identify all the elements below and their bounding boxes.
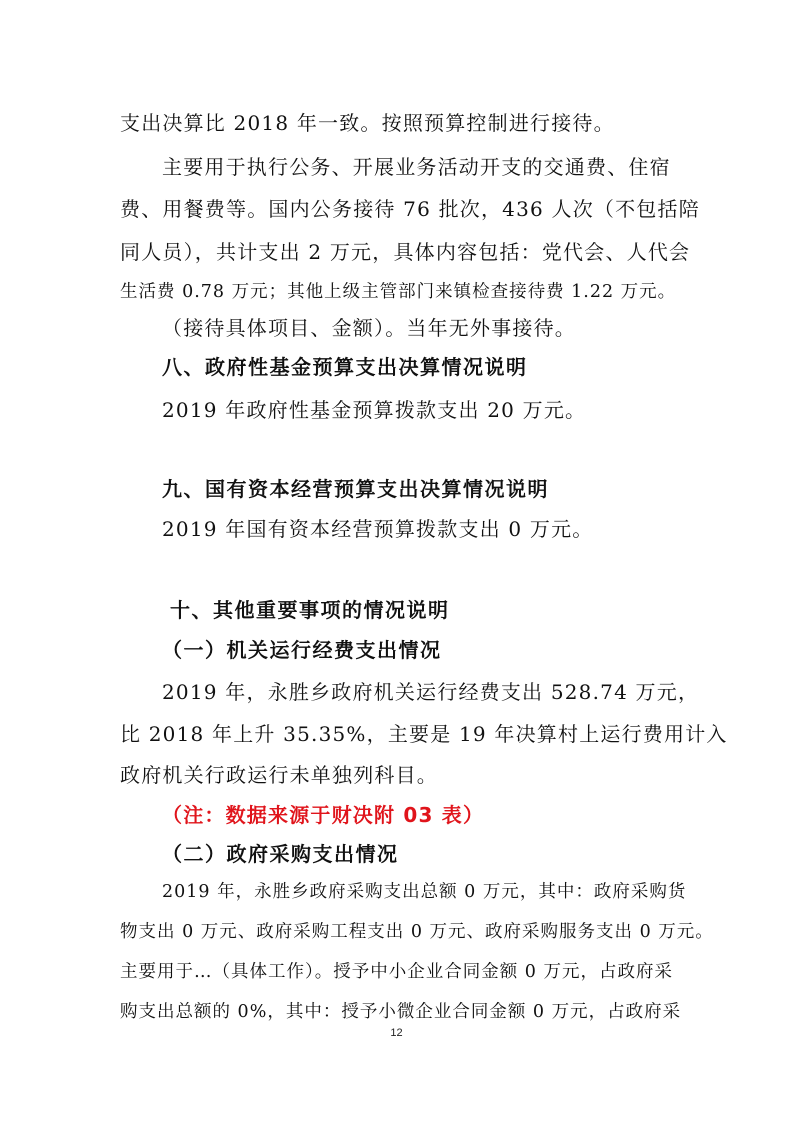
- paragraph-line: 政府机关行政运行未单独列科目。: [120, 763, 438, 787]
- data-source-note: （注：数据来源于财决附 03 表）: [162, 803, 485, 827]
- section-heading-10: 十、其他重要事项的情况说明: [170, 598, 450, 622]
- paragraph-line: 支出决算比 2018 年一致。按照预算控制进行接待。: [120, 111, 615, 135]
- paragraph-line: 比 2018 年上升 35.35%，主要是 19 年决算村上运行费用计入: [120, 722, 728, 746]
- paragraph-line: 主要用于执行公务、开展业务活动开支的交通费、住宿: [162, 155, 671, 179]
- subsection-heading-2: （二）政府采购支出情况: [162, 842, 399, 866]
- subsection-heading-1: （一）机关运行经费支出情况: [162, 638, 442, 662]
- paragraph-line: 费、用餐费等。国内公务接待 76 批次，436 人次（不包括陪: [120, 197, 700, 221]
- paragraph-line: 物支出 0 万元、政府采购工程支出 0 万元、政府采购服务支出 0 万元。: [120, 922, 714, 942]
- page-number: 12: [390, 1027, 403, 1039]
- paragraph-line: 2019 年政府性基金预算拨款支出 20 万元。: [162, 398, 587, 422]
- section-heading-9: 九、国有资本经营预算支出决算情况说明: [162, 477, 549, 501]
- paragraph-line: 同人员），共计支出 2 万元，具体内容包括：党代会、人代会: [120, 240, 691, 264]
- paragraph-line: 生活费 0.78 万元；其他上级主管部门来镇检查接待费 1.22 万元。: [120, 282, 677, 302]
- paragraph-line: 2019 年，永胜乡政府采购支出总额 0 万元，其中：政府采购货: [162, 882, 687, 902]
- section-heading-8: 八、政府性基金预算支出决算情况说明: [162, 355, 528, 379]
- paragraph-line: 主要用于…（具体工作）。授予中小企业合同金额 0 万元，占政府采: [120, 962, 674, 982]
- paragraph-line: （接待具体项目、金额）。当年无外事接待。: [162, 316, 576, 340]
- paragraph-line: 2019 年，永胜乡政府机关运行经费支出 528.74 万元，: [162, 680, 700, 704]
- paragraph-line: 购支出总额的 0%，其中：授予小微企业合同金额 0 万元，占政府采: [120, 1002, 682, 1022]
- paragraph-line: 2019 年国有资本经营预算拨款支出 0 万元。: [162, 517, 594, 541]
